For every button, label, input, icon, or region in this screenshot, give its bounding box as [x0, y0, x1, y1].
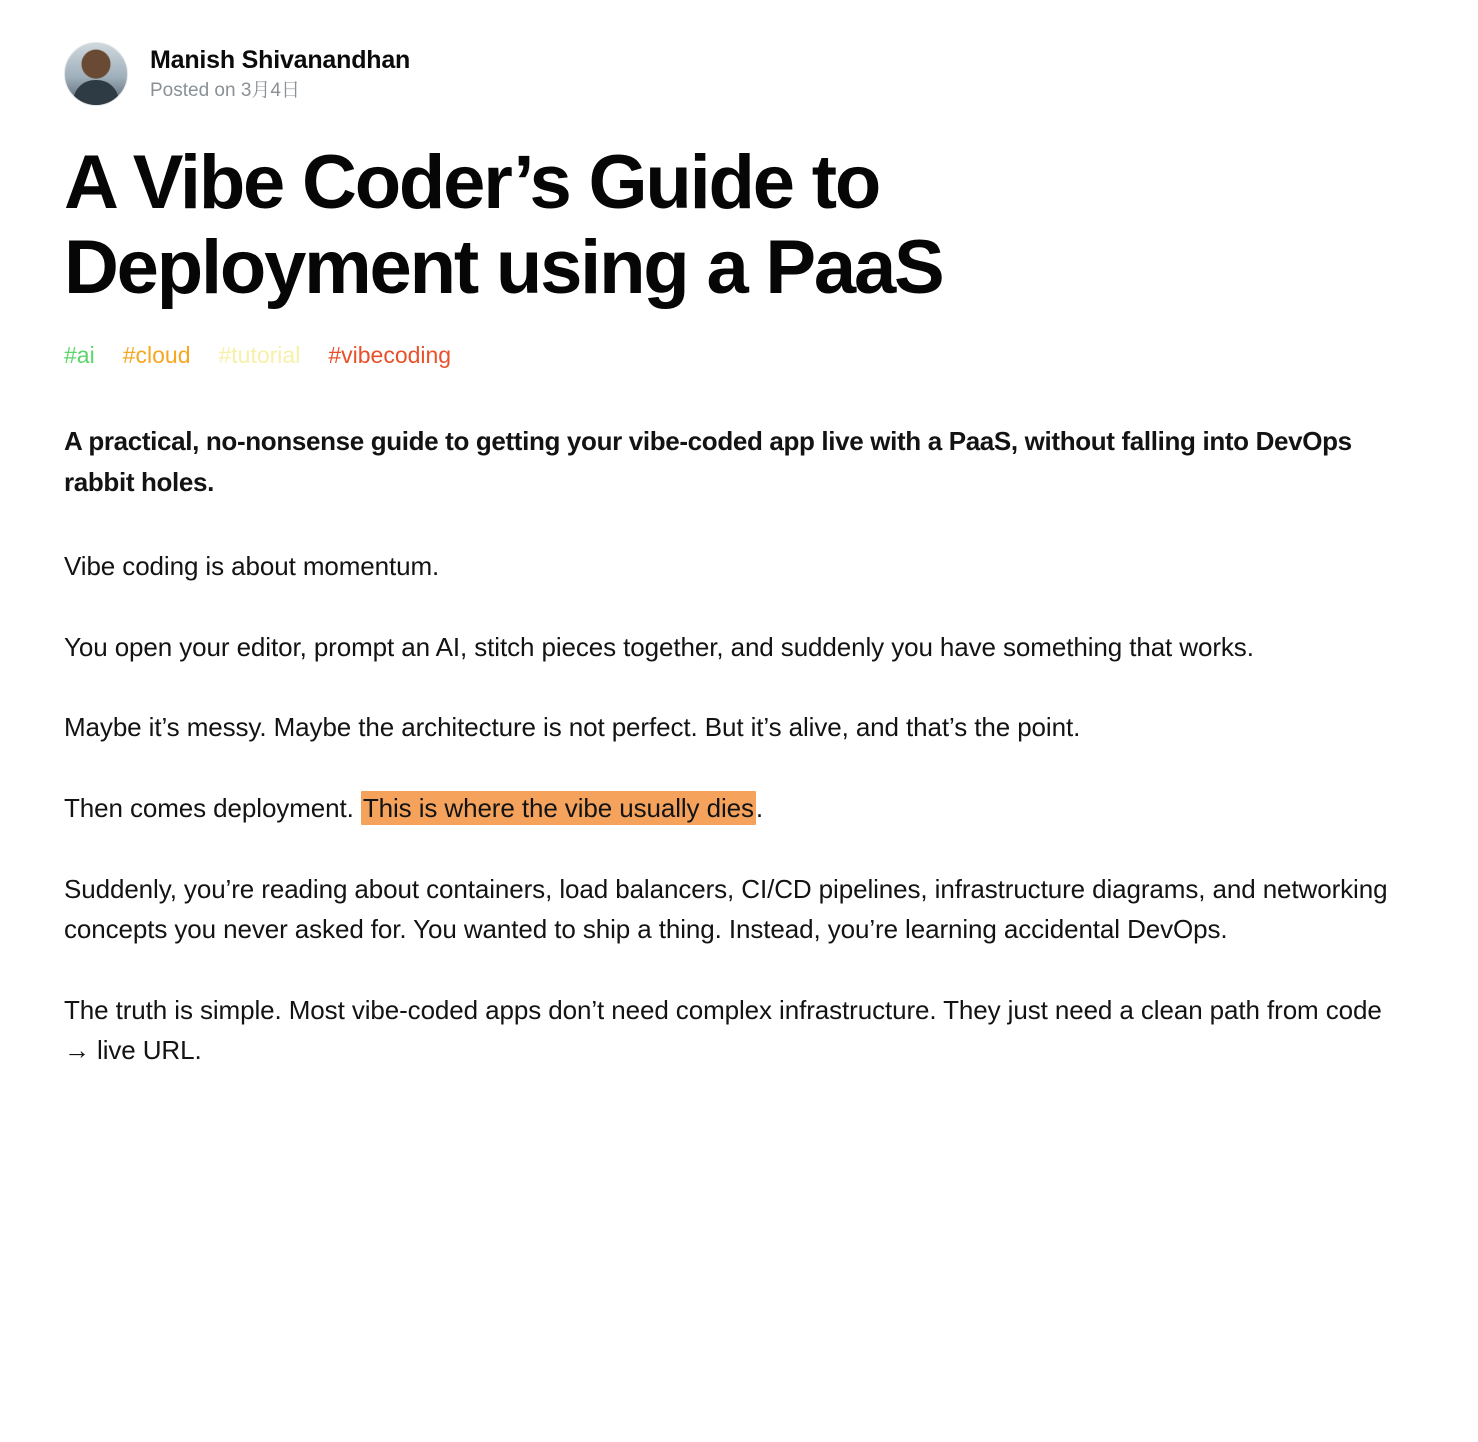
- tag-list: [64, 344, 1414, 367]
- paragraph-3: Maybe it’s messy. Maybe the architecture is not perfect. But it’s alive, and that’s the point.: [64, 712, 1081, 743]
- paragraph-5: Suddenly, you’re reading about containers, load balancers, CI/CD pipelines, infrastructure diagrams, and networking concepts you never asked for. You wanted to ship a thing. Instead, you’re learning accidental DevOps.: [64, 873, 1388, 945]
- highlighted-text: This is where the vibe usually dies: [362, 792, 754, 823]
- paragraph-4-prefix: Then comes deployment.: [64, 792, 361, 823]
- author-row: [64, 42, 1414, 106]
- tag-ai[interactable]: [64, 344, 95, 367]
- article-body: [64, 421, 1414, 1070]
- paragraph-4-suffix: .: [755, 792, 764, 823]
- lead-paragraph: A practical, no-nonsense guide to getting your vibe-coded app live with a PaaS, without falling into DevOps rabbit holes.: [64, 426, 1352, 497]
- paragraph-6: The truth is simple. Most vibe-coded apps don’t need complex infrastructure. They just need a clean path from code → live URL.: [64, 994, 1382, 1066]
- tag-hash-vibecoding: #: [328, 342, 342, 369]
- posted-date: Posted on 3月4日: [150, 79, 300, 101]
- tag-cloud[interactable]: [123, 344, 191, 367]
- tag-label-cloud: cloud: [135, 342, 191, 369]
- paragraph-4: [64, 788, 1414, 829]
- tag-label-vibecoding: vibecoding: [341, 342, 452, 369]
- tag-hash-cloud: #: [122, 342, 136, 369]
- avatar[interactable]: [64, 42, 128, 106]
- author-meta: [150, 45, 410, 104]
- tag-hash-tutorial: #: [218, 342, 232, 369]
- tag-vibecoding[interactable]: [328, 344, 451, 367]
- author-name[interactable]: Manish Shivanandhan: [150, 45, 411, 74]
- tag-hash-ai: #: [64, 342, 77, 369]
- tag-tutorial[interactable]: [218, 344, 300, 367]
- paragraph-2: You open your editor, prompt an AI, stitch pieces together, and suddenly you have something that works.: [64, 631, 1254, 662]
- paragraph-1: Vibe coding is about momentum.: [64, 551, 440, 582]
- tag-label-tutorial: tutorial: [231, 342, 301, 369]
- tag-label-ai: ai: [76, 342, 95, 369]
- page-title: A Vibe Coder’s Guide to Deployment using a PaaS: [64, 140, 943, 311]
